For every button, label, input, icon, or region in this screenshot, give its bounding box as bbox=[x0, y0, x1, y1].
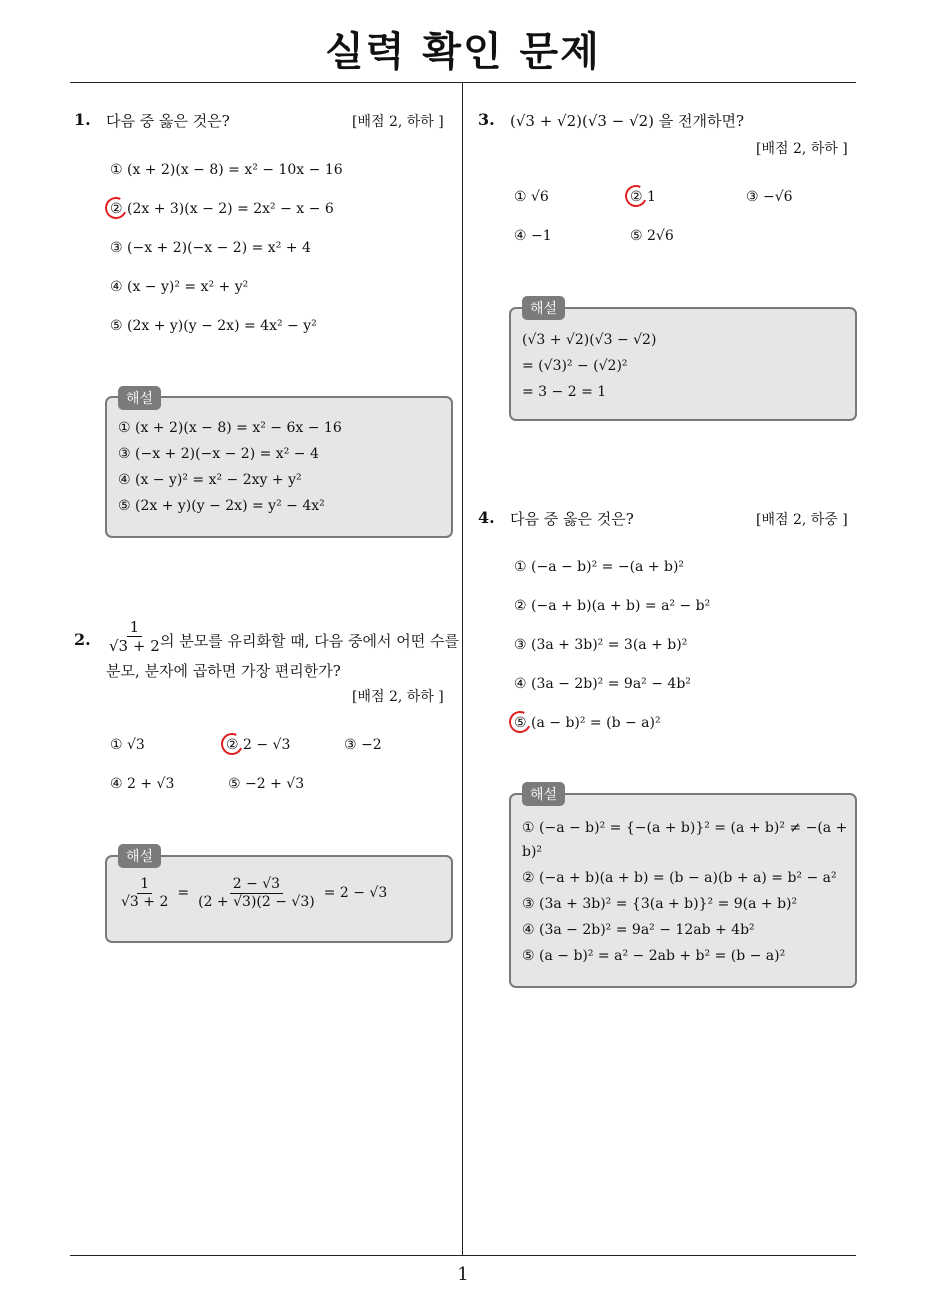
question-text: 분모, 분자에 곱하면 가장 편리한가? bbox=[106, 662, 341, 680]
solution-tag: 해설 bbox=[522, 296, 565, 320]
option-4[interactable]: ④ −1 bbox=[514, 228, 552, 244]
question-text: (√3 + √2)(√3 − √2) 을 전개하면? bbox=[510, 112, 745, 130]
question-number: 2. bbox=[74, 630, 91, 649]
option-3[interactable]: ③ −√6 bbox=[746, 189, 793, 205]
question-text: 다음 중 옳은 것은? bbox=[510, 510, 634, 528]
option-1[interactable]: ① √3 bbox=[110, 737, 145, 753]
page-title: 실력 확인 문제 bbox=[325, 29, 601, 75]
solution-line: (√3 + √2)(√3 − √2) bbox=[522, 332, 657, 348]
solution-line: b)² bbox=[522, 844, 543, 860]
option-1[interactable]: ① (−a − b)² = −(a + b)² bbox=[514, 559, 685, 575]
option-2[interactable]: ② 2 − √3 bbox=[226, 737, 290, 753]
answer-mark bbox=[218, 730, 246, 758]
question-number: 3. bbox=[478, 110, 495, 129]
solution-line: = 3 − 2 = 1 bbox=[522, 384, 607, 400]
solution-tag: 해설 bbox=[118, 844, 161, 868]
option-1[interactable]: ① (x + 2)(x − 8) = x² − 10x − 16 bbox=[110, 162, 343, 178]
solution-line: ③ (3a + 3b)² = {3(a + b)}² = 9(a + b)² bbox=[522, 896, 798, 912]
question-number: 4. bbox=[478, 508, 495, 527]
option-5[interactable]: ⑤ (2x + y)(y − 2x) = 4x² − y² bbox=[110, 318, 317, 334]
option-3[interactable]: ③ (3a + 3b)² = 3(a + b)² bbox=[514, 637, 688, 653]
solution-tag: 해설 bbox=[522, 782, 565, 806]
answer-mark bbox=[102, 194, 130, 222]
solution-box bbox=[105, 396, 453, 538]
solution-line: ③ (−x + 2)(−x − 2) = x² − 4 bbox=[118, 446, 319, 462]
question-fraction: $\frac{1}{√3 + 2}$ bbox=[109, 618, 160, 655]
solution-line: ① (x + 2)(x − 8) = x² − 6x − 16 bbox=[118, 420, 342, 436]
score-label: [배점 2, 하하 ] bbox=[352, 114, 444, 130]
question-text: 의 분모를 유리화할 때, 다음 중에서 어떤 수를 bbox=[160, 632, 459, 650]
option-5[interactable]: ⑤ 2√6 bbox=[630, 228, 674, 244]
column-divider bbox=[462, 83, 463, 1256]
header-divider bbox=[70, 82, 856, 83]
solution-line: ④ (3a − 2b)² = 9a² − 12ab + 4b² bbox=[522, 922, 755, 938]
option-4[interactable]: ④ (3a − 2b)² = 9a² − 4b² bbox=[514, 676, 691, 692]
solution-line: $\frac{1}{√3 + 2}$ = $\frac{2 - √3}{(2 + √3)(2 - √3)}$ = 2 − √3 bbox=[121, 876, 388, 910]
score-label: [배점 2, 하중 ] bbox=[756, 512, 848, 528]
solution-line: = (√3)² − (√2)² bbox=[522, 358, 628, 374]
option-2[interactable]: ② (−a + b)(a + b) = a² − b² bbox=[514, 598, 711, 614]
answer-mark bbox=[506, 708, 534, 736]
footer-divider bbox=[70, 1255, 856, 1256]
option-4[interactable]: ④ 2 + √3 bbox=[110, 776, 175, 792]
option-2[interactable]: ② (2x + 3)(x − 2) = 2x² − x − 6 bbox=[110, 201, 334, 217]
score-label: [배점 2, 하하 ] bbox=[352, 689, 444, 705]
option-3[interactable]: ③ −2 bbox=[344, 737, 382, 753]
question-text: 다음 중 옳은 것은? bbox=[106, 112, 230, 130]
answer-mark bbox=[622, 182, 650, 210]
solution-line: ② (−a + b)(a + b) = (b − a)(b + a) = b² − a² bbox=[522, 870, 837, 886]
option-5[interactable]: ⑤ (a − b)² = (b − a)² bbox=[514, 715, 661, 731]
solution-line: ⑤ (a − b)² = a² − 2ab + b² = (b − a)² bbox=[522, 948, 786, 964]
question-number: 1. bbox=[74, 110, 91, 129]
option-5[interactable]: ⑤ −2 + √3 bbox=[228, 776, 305, 792]
option-2[interactable]: ② 1 bbox=[630, 189, 656, 205]
solution-line: ⑤ (2x + y)(y − 2x) = y² − 4x² bbox=[118, 498, 325, 514]
option-1[interactable]: ① √6 bbox=[514, 189, 549, 205]
option-4[interactable]: ④ (x − y)² = x² + y² bbox=[110, 279, 249, 295]
solution-line: ① (−a − b)² = {−(a + b)}² = (a + b)² ≠ −(a + bbox=[522, 820, 848, 836]
solution-line: ④ (x − y)² = x² − 2xy + y² bbox=[118, 472, 302, 488]
solution-tag: 해설 bbox=[118, 386, 161, 410]
score-label: [배점 2, 하하 ] bbox=[756, 141, 848, 157]
option-3[interactable]: ③ (−x + 2)(−x − 2) = x² + 4 bbox=[110, 240, 311, 256]
page-number: 1 bbox=[457, 1264, 469, 1285]
